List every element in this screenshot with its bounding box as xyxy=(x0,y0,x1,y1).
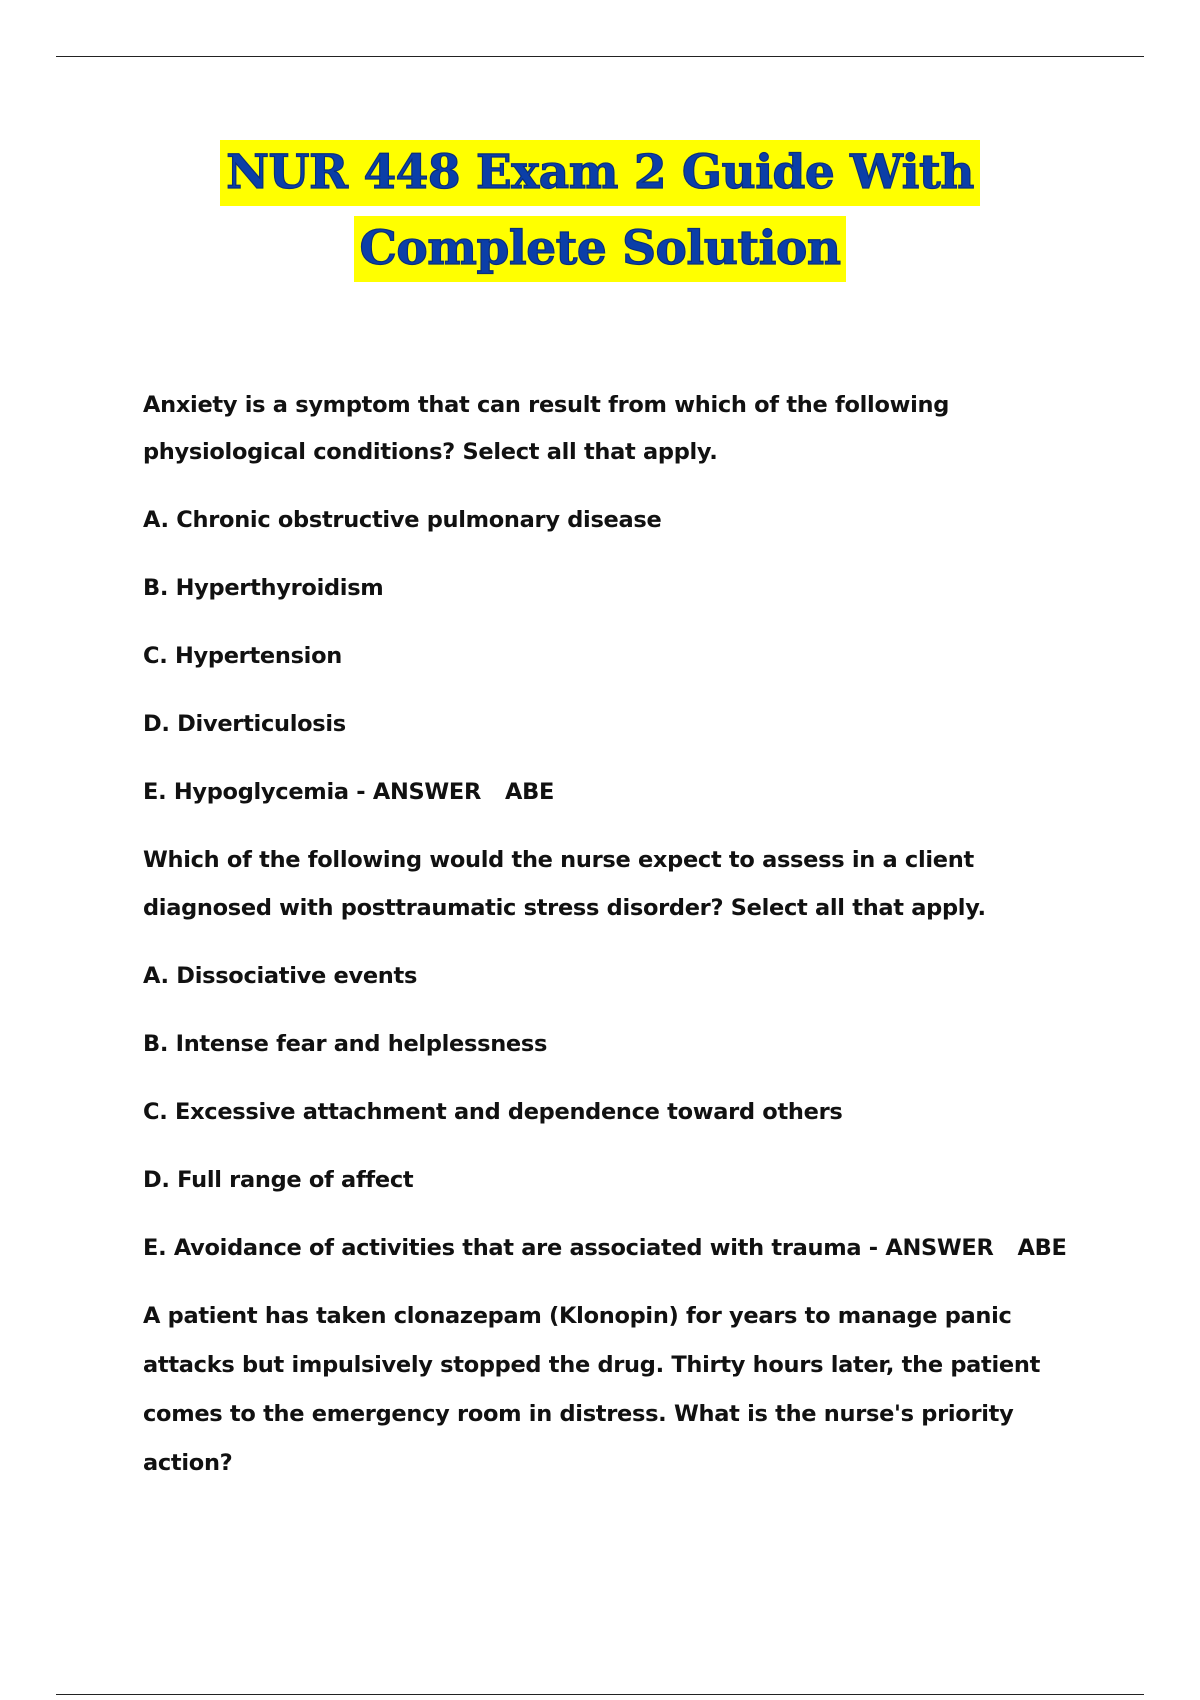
question-2-option-c: C. Excessive attachment and dependence toward others xyxy=(143,1099,843,1125)
question-1-option-c: C. Hypertension xyxy=(143,643,342,669)
question-1-prompt: Anxiety is a symptom that can result from which of the following physiological conditions? Select all that apply. xyxy=(143,392,950,465)
question-1-option-a: A. Chronic obstructive pulmonary disease xyxy=(143,507,662,533)
question-2-prompt: Which of the following would the nurse expect to assess in a client diagnosed with posttraumatic stress disorder? Select all that apply. xyxy=(143,847,986,921)
question-1-option-b: B. Hyperthyroidism xyxy=(143,575,384,601)
question-2-option-e xyxy=(143,1224,1103,1272)
question-2-option-a: A. Dissociative events xyxy=(143,963,418,989)
question-2-option-e-text: E. Avoidance of activities that are associated with trauma - ANSWER xyxy=(143,1235,994,1261)
header-rule xyxy=(56,56,1144,57)
title-line-1: NUR 448 Exam 2 Guide With xyxy=(220,140,980,206)
question-1-option-e-text: E. Hypoglycemia - ANSWER xyxy=(143,779,482,805)
question-2-option-b: B. Intense fear and helplessness xyxy=(143,1031,548,1057)
footer-rule xyxy=(56,1694,1144,1695)
question-3-prompt: A patient has taken clonazepam (Klonopin) for years to manage panic attacks but impulsively stopped the drug. Thirty hours later, the patient comes to the emergency room in distress. What is the nurse's priority action? xyxy=(143,1303,1041,1476)
document-body xyxy=(143,382,1103,1488)
question-2-answer: ABE xyxy=(1017,1235,1067,1261)
question-2-option-d: D. Full range of affect xyxy=(143,1167,414,1193)
document-title xyxy=(0,140,1200,282)
question-1-option-e xyxy=(143,768,1103,816)
question-1-option-d: D. Diverticulosis xyxy=(143,711,346,737)
title-line-2: Complete Solution xyxy=(354,216,847,282)
question-1-answer: ABE xyxy=(505,779,555,805)
